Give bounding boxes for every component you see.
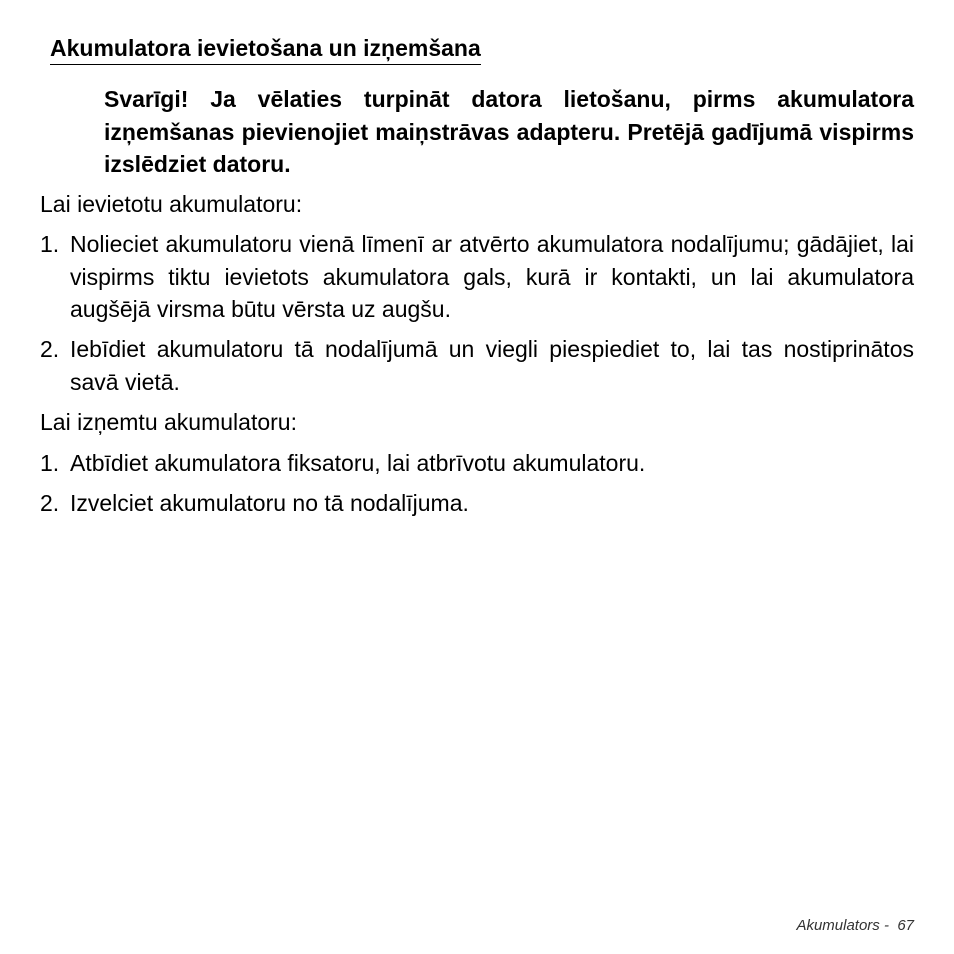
step-text: Atbīdiet akumulatora fiksatoru, lai atbrīvotu akumulatoru.: [70, 450, 646, 476]
step-number: 1.: [40, 231, 60, 257]
important-note: Svarīgi! Ja vēlaties turpināt datora lietošanu, pirms akumulatora izņemšanas pievienojiet maiņstrāvas adapteru. Pretējā gadījumā vispirms izslēdziet datoru.: [104, 86, 914, 177]
footer-section: Akumulators -: [796, 917, 889, 934]
insert-step-1: [40, 228, 914, 326]
step-number: 1.: [40, 450, 60, 476]
page-footer: [796, 917, 914, 934]
insert-step-2: [40, 333, 914, 398]
step-text: Iebīdiet akumulatoru tā nodalījumā un viegli piespiediet to, lai tas nostiprinātos savā vietā.: [70, 336, 914, 395]
step-text: Nolieciet akumulatoru vienā līmenī ar atvērto akumulatora nodalījumu; gādājiet, lai vispirms tiktu ievietots akumulatora gals, kurā ir kontakti, un lai akumulatora augšējā virsma būtu vērsta uz augšu.: [70, 231, 914, 322]
section-heading: Akumulatora ievietošana un izņemšana: [50, 32, 481, 65]
insert-intro: Lai ievietotu akumulatoru:: [40, 191, 303, 217]
remove-intro: Lai izņemtu akumulatoru:: [40, 409, 297, 435]
step-text: Izvelciet akumulatoru no tā nodalījuma.: [70, 490, 469, 516]
page-number: 67: [897, 917, 914, 934]
remove-step-1: [40, 447, 914, 480]
remove-step-2: [40, 487, 914, 520]
step-number: 2.: [40, 336, 60, 362]
step-number: 2.: [40, 490, 60, 516]
